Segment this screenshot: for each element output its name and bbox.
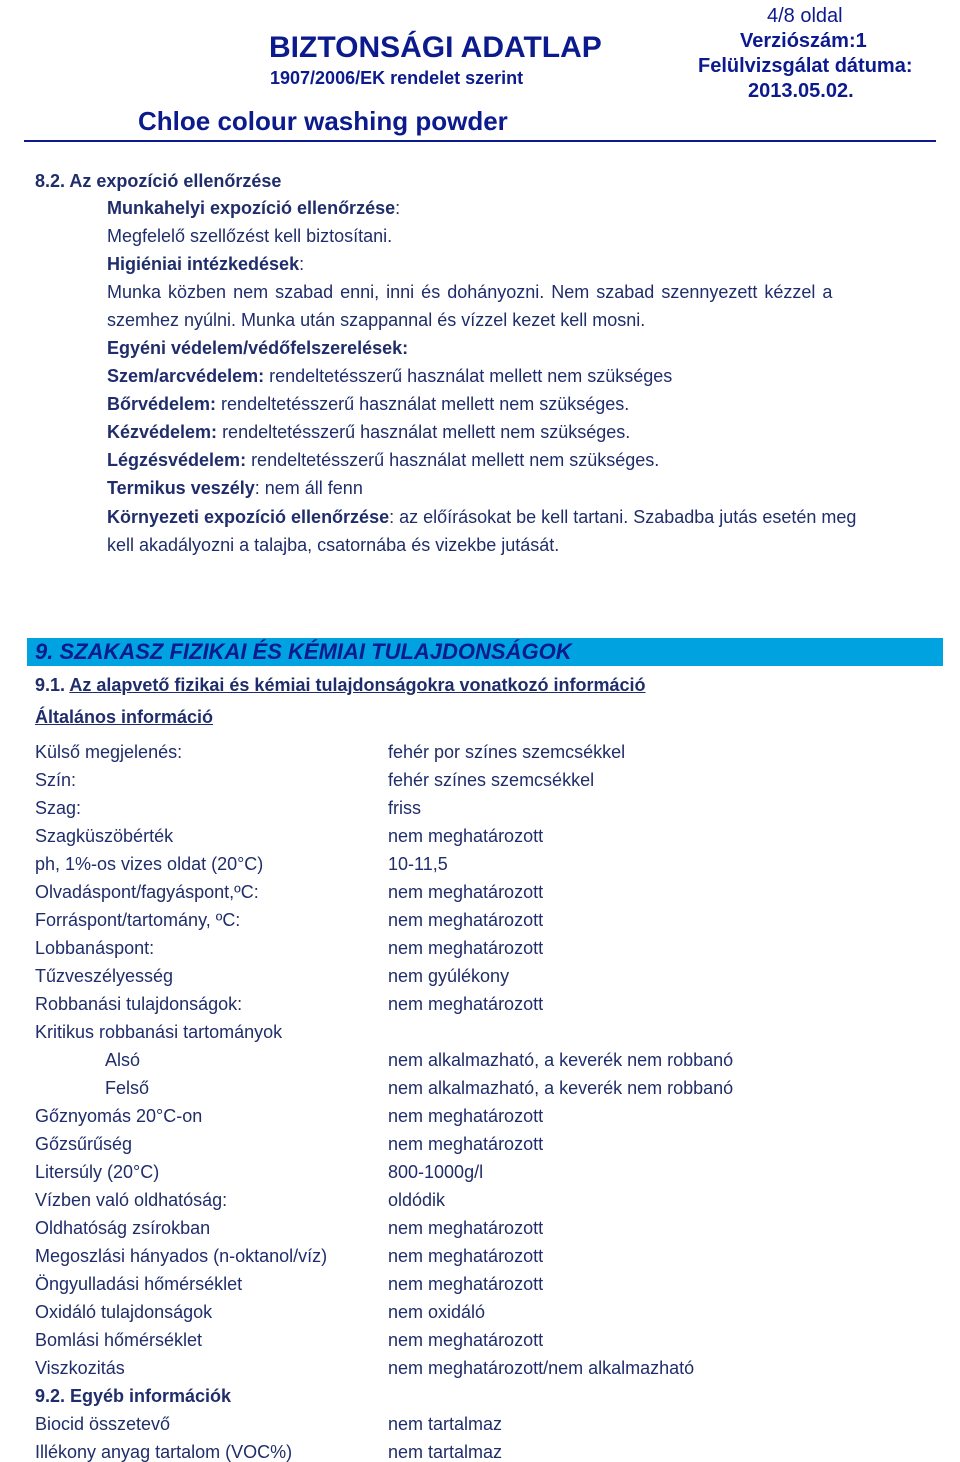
environmental-exposure [107,508,856,526]
property-label: Illékony anyag tartalom (VOC%) [35,1442,293,1462]
property-value: nem meghatározott [388,826,544,846]
hygiene-text-line1: Munka közben nem szabad enni, inni és dohányozni. Nem szabad szennyezett kézzel a [107,282,833,302]
property-label: Gőznyomás 20°C-on [35,1106,203,1126]
eye-protection-text: rendeltetésszerű használat mellett nem szükséges [264,366,673,386]
property-value: nem meghatározott [388,1134,544,1154]
eye-protection [107,367,672,385]
eye-protection-label: Szem/arcvédelem: [107,366,265,386]
property-value: nem oxidáló [388,1302,486,1322]
property-label: Szag: [35,798,82,818]
property-label: Öngyulladási hőmérséklet [35,1274,243,1294]
property-label: Viszkozitás [35,1358,125,1378]
property-label: Forráspont/tartomány, ºC: [35,910,241,930]
property-value: nem tartalmaz [388,1442,503,1462]
property-label: ph, 1%-os vizes oldat (20°C) [35,854,264,874]
property-value: nem gyúlékony [388,966,510,986]
regulation-text: 1907/2006/EK rendelet szerint [270,68,524,88]
subsection-9-1-number: 9.1. [35,675,70,695]
property-value: fehér por színes szemcsékkel [388,742,626,762]
property-value: friss [388,798,421,818]
property-label: Robbanási tulajdonságok: [35,994,243,1014]
property-label: Bomlási hőmérséklet [35,1330,203,1350]
property-label: Tűzveszélyesség [35,966,174,986]
property-label: Litersúly (20°C) [35,1162,160,1182]
header-rule [24,140,936,142]
workplace-exposure-heading [107,199,400,217]
skin-protection-text: rendeltetésszerű használat mellett nem szükséges. [216,394,630,414]
property-label: Szín: [35,770,77,790]
property-value: nem meghatározott [388,1274,544,1294]
respiratory-protection-label: Légzésvédelem: [107,450,247,470]
property-value: nem alkalmazható, a keverék nem robbanó [388,1078,734,1098]
hand-protection-label: Kézvédelem: [107,422,218,442]
environmental-exposure-label: Környezeti expozíció ellenőrzése [107,507,390,527]
subsection-9-1-title: Az alapvető fizikai és kémiai tulajdonságokra vonatkozó információ [69,675,646,695]
property-label: Alsó [105,1050,141,1070]
ventilation-text: Megfelelő szellőzést kell biztosítani. [107,226,393,246]
section-8-2-heading: 8.2. Az expozíció ellenőrzése [35,171,282,191]
property-label: Külső megjelenés: [35,742,183,762]
hygiene-text-line2: szemhez nyúlni. Munka után szappannal és vízzel kezet kell mosni. [107,310,646,330]
property-value: 10-11,5 [388,854,448,874]
hygiene-label: Higiéniai intézkedések [107,254,300,274]
property-value: oldódik [388,1190,446,1210]
property-value: nem meghatározott [388,1330,544,1350]
thermal-hazard-text: : nem áll fenn [254,478,363,498]
hand-protection-text: rendeltetésszerű használat mellett nem szükséges. [217,422,631,442]
property-label: 9.2. Egyéb információk [35,1386,232,1406]
property-label: Vízben való oldhatóság: [35,1190,228,1210]
property-value: nem meghatározott [388,1218,544,1238]
document-title: BIZTONSÁGI ADATLAP [269,31,602,64]
property-value: fehér színes szemcsékkel [388,770,595,790]
property-value: nem tartalmaz [388,1414,503,1434]
general-information-heading: Általános információ [35,707,214,727]
skin-protection [107,395,629,413]
skin-protection-label: Bőrvédelem: [107,394,217,414]
review-date: 2013.05.02. [748,80,854,102]
property-label: Szagküszöbérték [35,826,174,846]
property-value: nem alkalmazható, a keverék nem robbanó [388,1050,734,1070]
review-date-label: Felülvizsgálat dátuma: [698,55,913,77]
environmental-exposure-text: : az előírásokat be kell tartani. Szabadba jutás esetén meg [389,507,857,527]
environmental-exposure-text-line2: kell akadályozni a talajba, csatornába és vizekbe jutását. [107,535,560,555]
ppe-heading: Egyéni védelem/védőfelszerelések: [107,338,409,358]
product-name: Chloe colour washing powder [138,106,508,136]
property-label: Oxidáló tulajdonságok [35,1302,213,1322]
property-label: Olvadáspont/fagyáspont,ºC: [35,882,259,902]
property-label: Kritikus robbanási tartományok [35,1022,283,1042]
respiratory-protection-text: rendeltetésszerű használat mellett nem szükséges. [246,450,660,470]
property-label: Megoszlási hányados (n-oktanol/víz) [35,1246,328,1266]
property-label: Oldhatóság zsírokban [35,1218,211,1238]
subsection-9-1-heading [35,676,646,694]
property-value: nem meghatározott [388,938,544,958]
property-value: nem meghatározott [388,1246,544,1266]
property-value: nem meghatározott [388,1106,544,1126]
hygiene-colon: : [299,254,305,274]
hand-protection [107,423,630,441]
property-label: Biocid összetevő [35,1414,171,1434]
property-value: nem meghatározott [388,882,544,902]
page-number: 4/8 oldal [767,5,843,27]
thermal-hazard-label: Termikus veszély [107,478,255,498]
property-label: Felső [105,1078,150,1098]
property-label: Lobbanáspont: [35,938,155,958]
property-value: nem meghatározott [388,994,544,1014]
property-value: nem meghatározott [388,910,544,930]
workplace-exposure-colon: : [395,198,401,218]
thermal-hazard [107,479,363,497]
section-9-title: 9. SZAKASZ FIZIKAI ÉS KÉMIAI TULAJDONSÁGOK [35,639,572,664]
version-number: Verziószám:1 [740,30,867,52]
property-label: Gőzsűrűség [35,1134,133,1154]
property-value: 800-1000g/l [388,1162,484,1182]
property-value: nem meghatározott/nem alkalmazható [388,1358,695,1378]
respiratory-protection [107,451,659,469]
hygiene-heading [107,255,304,273]
workplace-exposure-label: Munkahelyi expozíció ellenőrzése [107,198,396,218]
